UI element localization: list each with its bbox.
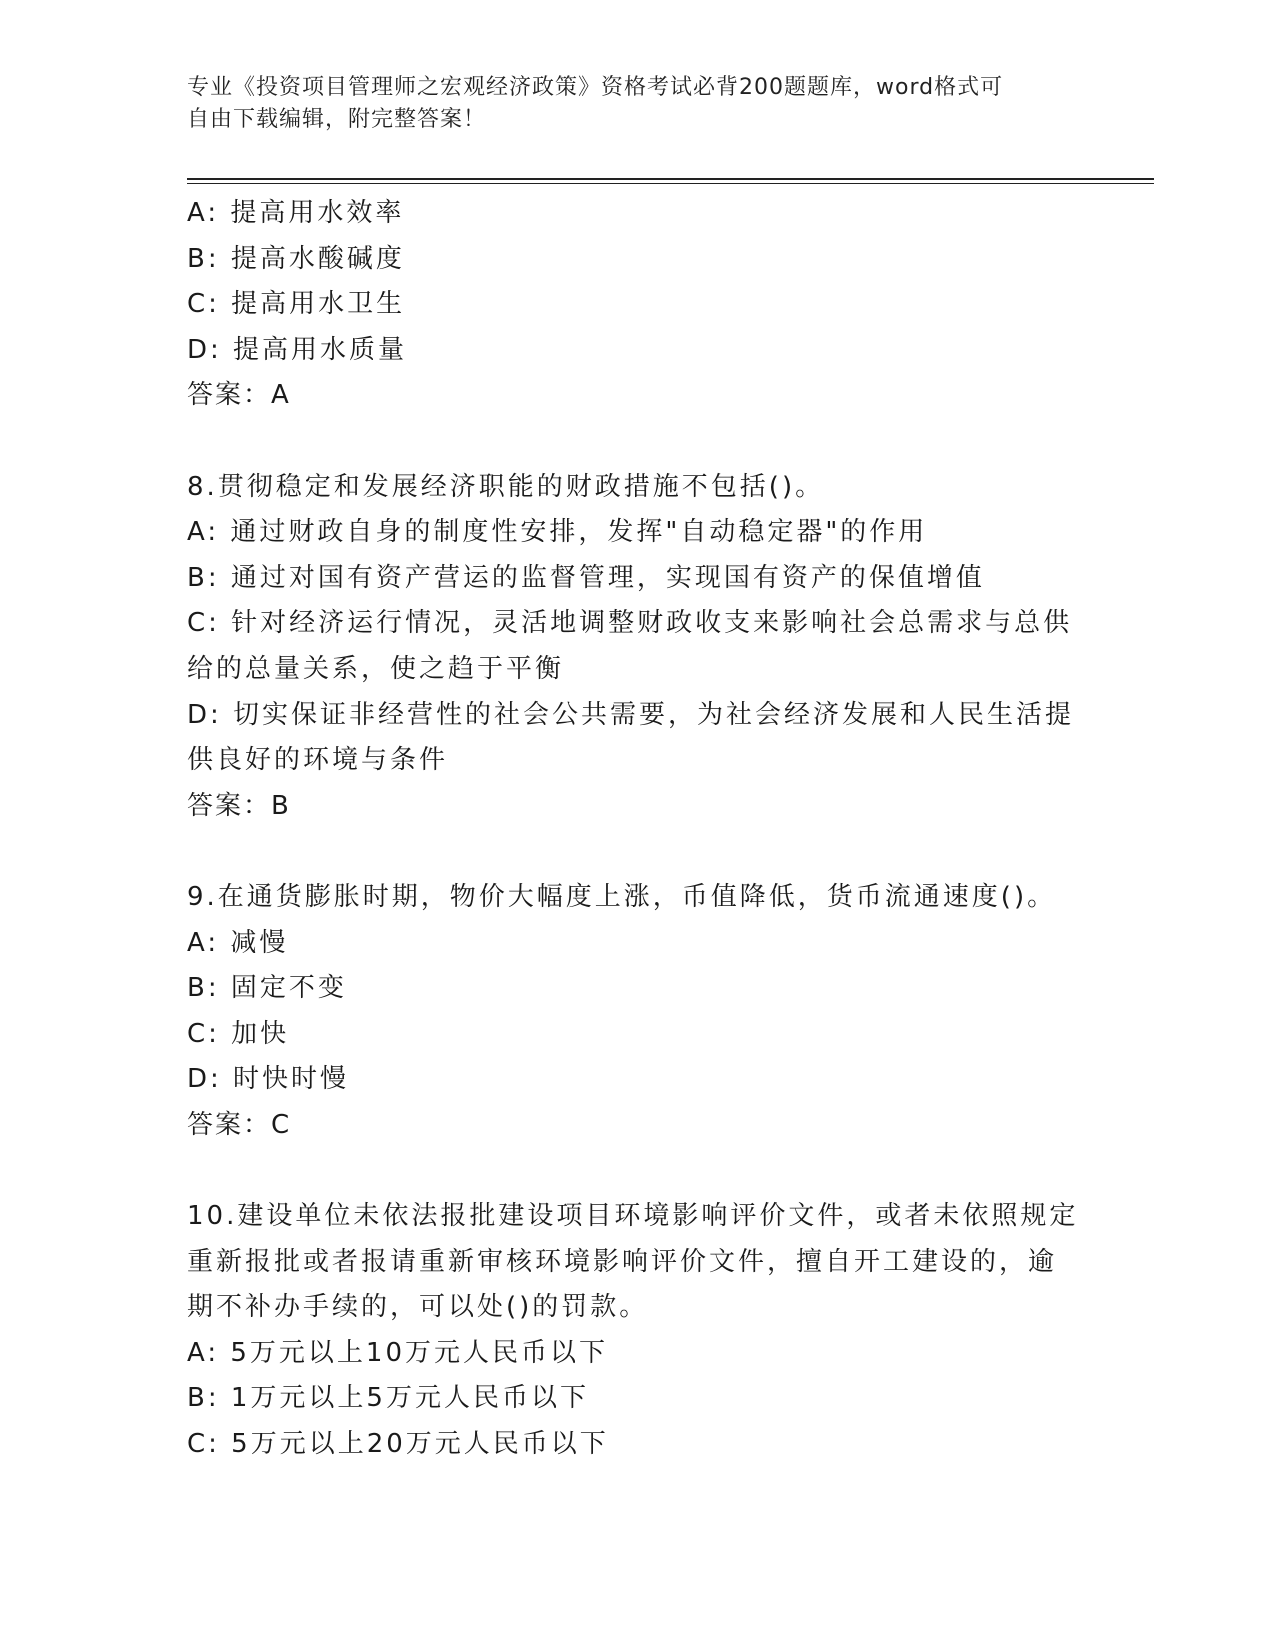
- answer: 答案：C: [187, 1109, 292, 1140]
- question-10: [187, 1194, 1087, 1468]
- option-a: A: 5万元以上10万元人民币以下: [187, 1337, 608, 1368]
- answer: 答案：A: [187, 380, 291, 411]
- question-text: 9.在通货膨胀时期，物价大幅度上涨，币值降低，货币流通速度()。: [187, 881, 1057, 912]
- option-b: B: 提高水酸碱度: [187, 243, 405, 274]
- question-text: 8.贯彻稳定和发展经济职能的财政措施不包括()。: [187, 471, 825, 502]
- option-c: C: 针对经济运行情况，灵活地调整财政收支来影响社会总需求与总供: [187, 608, 1073, 639]
- header-line-1: 专业《投资项目管理师之宏观经济政策》资格考试必背200题题库，word格式可: [187, 75, 1004, 100]
- spacer: [187, 829, 1087, 875]
- header-rule-thin: [187, 183, 1154, 184]
- option-a: A: 减慢: [187, 927, 289, 958]
- header-rule: [187, 178, 1154, 180]
- option-c: C: 5万元以上20万元人民币以下: [187, 1429, 609, 1460]
- option-d: D: 提高用水质量: [187, 334, 408, 365]
- option-d-continued: 供良好的环境与条件: [187, 745, 449, 776]
- question-text-line-1: 10.建设单位未依法报批建设项目环境影响评价文件，或者未依照规定: [187, 1201, 1079, 1232]
- question-text-line-2: 重新报批或者报请重新审核环境影响评价文件，擅自开工建设的，逾: [187, 1246, 1058, 1277]
- question-list: [187, 191, 1087, 1468]
- question-7: [187, 191, 1087, 419]
- option-c-continued: 给的总量关系，使之趋于平衡: [187, 653, 565, 684]
- question-9: [187, 875, 1087, 1149]
- question-8: [187, 465, 1087, 830]
- option-a: A: 通过财政自身的制度性安排，发挥"自动稳定器"的作用: [187, 517, 928, 548]
- option-c: C: 提高用水卫生: [187, 289, 406, 320]
- option-b: B: 通过对国有资产营运的监督管理，实现国有资产的保值增值: [187, 562, 985, 593]
- question-text-line-3: 期不补办手续的，可以处()的罚款。: [187, 1292, 649, 1323]
- option-b: B: 1万元以上5万元人民币以下: [187, 1383, 589, 1414]
- option-d: D: 时快时慢: [187, 1064, 350, 1095]
- spacer: [187, 1148, 1087, 1194]
- document-header: [187, 72, 1087, 136]
- option-a: A: 提高用水效率: [187, 198, 405, 228]
- spacer: [187, 419, 1087, 465]
- option-b: B: 固定不变: [187, 973, 347, 1004]
- option-d: D: 切实保证非经营性的社会公共需要，为社会经济发展和人民生活提: [187, 699, 1075, 730]
- answer: 答案：B: [187, 790, 291, 821]
- header-line-2: 自由下载编辑，附完整答案！: [187, 107, 487, 132]
- option-c: C: 加快: [187, 1018, 290, 1049]
